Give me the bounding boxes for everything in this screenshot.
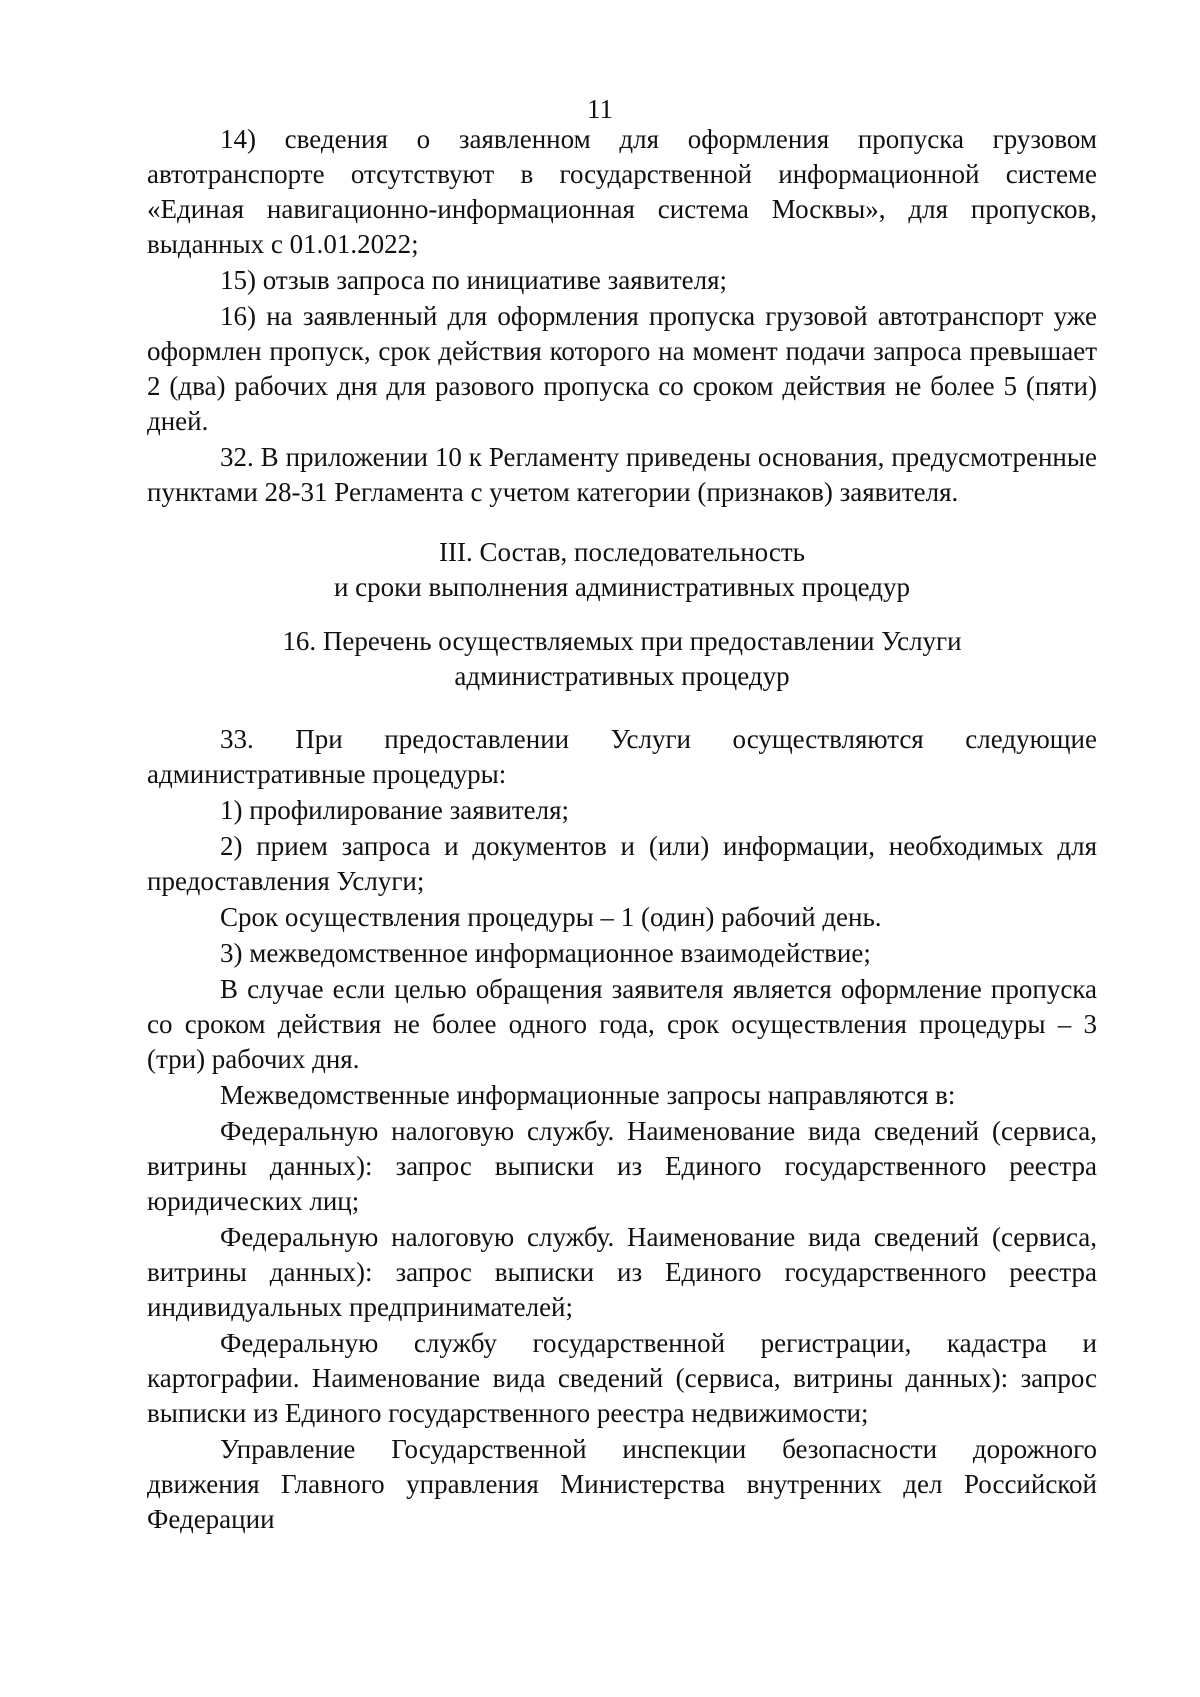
section-heading xyxy=(147,535,1097,605)
subsection-heading xyxy=(147,624,1097,694)
paragraph-32: 32. В приложении 10 к Регламенту приведены основания, предусмотренные пунктами 28-31 Регламента с учетом категории (признаков) заявителя. xyxy=(147,442,1097,507)
paragraph-term-1: Срок осуществления процедуры – 1 (один) рабочий день. xyxy=(220,902,882,932)
subsection-heading-line1: 16. Перечень осуществляемых при предоставлении Услуги xyxy=(282,626,962,656)
page-number: 11 xyxy=(587,94,613,124)
paragraph-fns-ip: Федеральную налоговую службу. Наименование вида сведений (сервиса, витрины данных): запрос выписки из Единого государственного реестра индивидуальных предпринимателей; xyxy=(147,1222,1097,1322)
section-heading-line2: и сроки выполнения административных процедур xyxy=(333,572,911,602)
subsection-heading-line2: административных процедур xyxy=(454,661,790,691)
paragraph-gibdd: Управление Государственной инспекции безопасности дорожного движения Главного управления Министерства внутренних дел Российской Федерации xyxy=(147,1434,1097,1534)
top-paragraphs xyxy=(147,122,1097,511)
paragraph-fns-legal: Федеральную налоговую службу. Наименование вида сведений (сервиса, витрины данных): запрос выписки из Единого государственного реестра юридических лиц; xyxy=(147,1116,1097,1216)
bottom-paragraphs xyxy=(147,722,1097,1538)
paragraph-item-3: 3) межведомственное информационное взаимодействие; xyxy=(220,938,871,968)
paragraph-requests-intro: Межведомственные информационные запросы направляются в: xyxy=(220,1080,956,1110)
section-heading-line1: III. Состав, последовательность xyxy=(439,537,805,567)
paragraph-item-15: 15) отзыв запроса по инициативе заявителя; xyxy=(220,265,728,295)
paragraph-33: 33. При предоставлении Услуги осуществляются следующие административные процедуры: xyxy=(147,724,1097,789)
paragraph-rosreestr: Федеральную службу государственной регистрации, кадастра и картографии. Наименование вида сведений (сервиса, витрины данных): запрос выписки из Единого государственного реестра недвижимости; xyxy=(147,1328,1097,1428)
paragraph-term-3: В случае если целью обращения заявителя является оформление пропуска со сроком действия не более одного года, срок осуществления процедуры – 3 (три) рабочих дня. xyxy=(147,974,1097,1074)
paragraph-item-1: 1) профилирование заявителя; xyxy=(220,795,570,825)
paragraph-item-2: 2) прием запроса и документов и (или) информации, необходимых для предоставления Услуги; xyxy=(147,831,1097,896)
paragraph-item-16: 16) на заявленный для оформления пропуска грузовой автотранспорт уже оформлен пропуск, срок действия которого на момент подачи запроса превышает 2 (два) рабочих дня для разового пропуска со сроком действия не более 5 (пяти) дней. xyxy=(147,301,1097,436)
paragraph-item-14: 14) сведения о заявленном для оформления пропуска грузовом автотранспорте отсутствуют в государственной информационной системе «Единая навигационно-информационная система Москвы», для пропусков, выданных с 01.01.2022; xyxy=(147,124,1097,259)
